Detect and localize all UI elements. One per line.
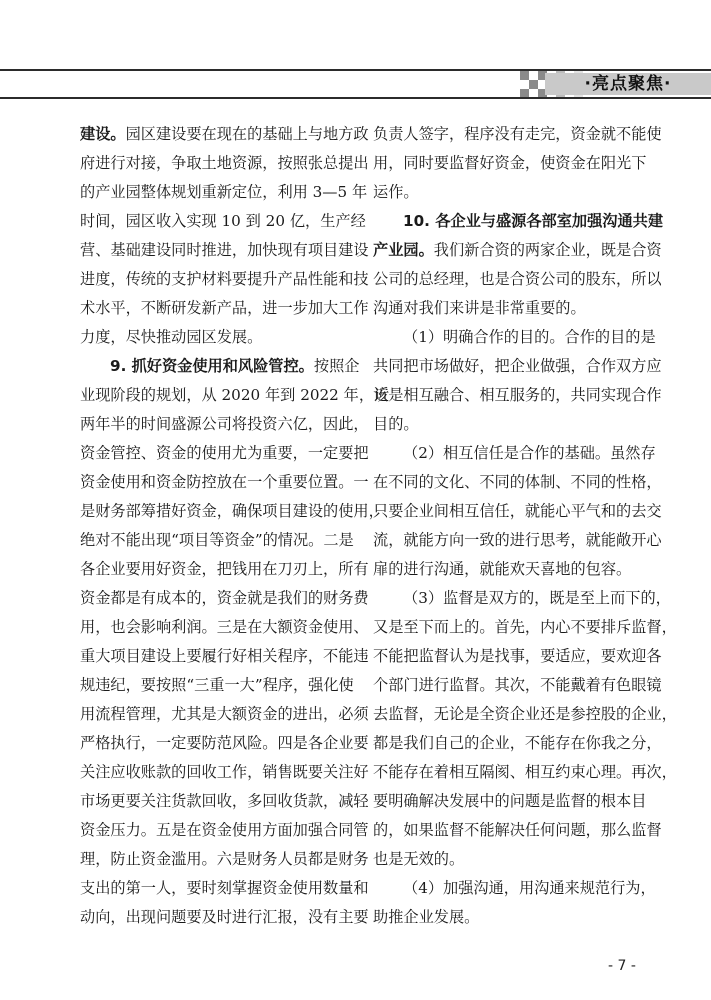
text-line bbox=[373, 120, 662, 149]
text-line bbox=[373, 265, 662, 294]
text-line bbox=[373, 526, 662, 555]
text-line bbox=[373, 236, 662, 265]
text-line bbox=[373, 903, 641, 932]
text-line bbox=[80, 613, 369, 642]
text-line bbox=[80, 642, 369, 671]
body-text: 我们新合资的两家企业，既是合资 bbox=[433, 241, 662, 259]
text-line bbox=[80, 178, 368, 207]
body-text: （1）明确合作的目的。合作的目的是 bbox=[403, 328, 656, 346]
body-text: 都是我们自己的企业，不能存在你我之分， bbox=[373, 734, 662, 752]
text-line bbox=[373, 149, 647, 178]
text-line bbox=[373, 874, 656, 903]
body-text: 是财务部筹措好资金，确保项目建设的使用， bbox=[80, 502, 384, 520]
body-text: 按照企 bbox=[313, 357, 360, 375]
text-line bbox=[80, 265, 369, 294]
body-text: 要明确解决发展中的问题是监督的根本目 bbox=[373, 792, 647, 810]
body-text: 用，也会影响利润。三是在大额资金使用、 bbox=[80, 618, 369, 636]
text-line bbox=[80, 323, 348, 352]
text-line bbox=[80, 497, 384, 526]
text-line bbox=[373, 381, 662, 410]
left-column bbox=[80, 120, 390, 932]
text-line bbox=[373, 642, 662, 671]
body-text: （3）监督是双方的，既是至上而下的， bbox=[403, 589, 671, 607]
body-text: 该是相互融合、相互服务的，共同实现合作 bbox=[373, 386, 662, 404]
text-line bbox=[80, 149, 369, 178]
section-label: ·亮点聚焦· bbox=[545, 73, 711, 95]
text-line bbox=[80, 526, 354, 555]
body-text: 又是至下而上的。首先，内心不要排斥监督， bbox=[373, 618, 677, 636]
text-line bbox=[80, 555, 369, 584]
text-line bbox=[80, 787, 369, 816]
body-text: 绝对不能出现“项目等资金”的情况。二是 bbox=[80, 531, 354, 549]
body-text: 支出的第一人，要时刻掌握资金使用数量和 bbox=[80, 879, 369, 897]
text-line bbox=[80, 294, 369, 323]
body-text: 营、基础建设同时推进，加快现有项目建设 bbox=[80, 241, 369, 259]
text-line bbox=[373, 207, 664, 236]
text-line bbox=[80, 816, 369, 845]
text-line bbox=[80, 903, 369, 932]
body-text: 市场更要关注货款回收，多回收货款，减轻 bbox=[80, 792, 369, 810]
text-line bbox=[373, 671, 662, 700]
text-line bbox=[373, 497, 662, 526]
body-text: 规违纪，要按照“三重一大”程序，强化使 bbox=[80, 676, 354, 694]
checker-square bbox=[520, 71, 529, 80]
body-text: 资金压力。五是在资金使用方面加强合同管 bbox=[80, 821, 369, 839]
text-line bbox=[373, 439, 656, 468]
section-header bbox=[0, 69, 711, 101]
text-line bbox=[80, 729, 369, 758]
body-text: 沟通对我们来讲是非常重要的。 bbox=[373, 299, 586, 317]
body-text: 运作。 bbox=[373, 183, 419, 201]
text-line bbox=[80, 439, 369, 468]
body-text: 动向，出现问题要及时进行汇报，没有主要 bbox=[80, 908, 369, 926]
text-line bbox=[373, 468, 662, 497]
body-text: 不能把监督认为是找事，要适应，要欢迎各 bbox=[373, 647, 662, 665]
body-text: 公司的总经理，也是合资公司的股东，所以 bbox=[373, 270, 662, 288]
body-text: 资金管控、资金的使用尤为重要，一定要把 bbox=[80, 444, 369, 462]
text-line bbox=[80, 584, 369, 613]
body-text: 流，就能方向一致的进行思考，就能敞开心 bbox=[373, 531, 662, 549]
text-line bbox=[373, 178, 641, 207]
body-text: 负责人签字，程序没有走完，资金就不能使 bbox=[373, 125, 662, 143]
body-text: 扉的进行沟通，就能欢天喜地的包容。 bbox=[373, 560, 632, 578]
body-text: 两年半的时间盛源公司将投资六亿，因此， bbox=[80, 415, 369, 433]
text-line bbox=[80, 700, 369, 729]
header-rule-top bbox=[0, 69, 711, 71]
body-text: 目的。 bbox=[373, 415, 419, 433]
body-text: 也是无效的。 bbox=[373, 850, 465, 868]
bold-heading-text: 9. 抓好资金使用和风险管控。 bbox=[110, 357, 314, 375]
body-text: 时间，园区收入实现 10 到 20 亿，生产经 bbox=[80, 212, 366, 230]
bold-heading-text: 建设。 bbox=[80, 125, 126, 143]
body-text: 关注应收账款的回收工作，销售既要关注好 bbox=[80, 763, 369, 781]
bold-heading-text: 产业园。 bbox=[373, 241, 434, 259]
body-text: 理，防止资金滥用。六是财务人员都是财务 bbox=[80, 850, 369, 868]
text-line bbox=[373, 729, 662, 758]
text-line bbox=[80, 120, 369, 149]
text-line bbox=[373, 613, 677, 642]
body-text: 的产业园整体规划重新定位，利用 3—5 年 bbox=[80, 183, 368, 201]
body-text: 严格执行，一定要防范风险。四是各企业要 bbox=[80, 734, 369, 752]
text-line bbox=[373, 845, 641, 874]
text-line bbox=[80, 236, 369, 265]
body-text: （2）相互信任是合作的基础。虽然存 bbox=[403, 444, 656, 462]
text-line bbox=[80, 410, 369, 439]
body-text: 只要企业间相互信任，就能心平气和的去交 bbox=[373, 502, 662, 520]
text-line bbox=[373, 758, 677, 787]
text-line bbox=[373, 352, 662, 381]
body-text: 用，同时要监督好资金，使资金在阳光下 bbox=[373, 154, 647, 172]
body-text: 去监督，无论是全资企业还是参控股的企业， bbox=[373, 705, 677, 723]
text-line bbox=[80, 874, 369, 903]
text-line bbox=[373, 294, 641, 323]
body-text: 园区建设要在现在的基础上与地方政 bbox=[125, 125, 369, 143]
body-text: 用流程管理，尤其是大额资金的进出，必须 bbox=[80, 705, 369, 723]
body-text: 术水平，不断研发新产品，进一步加大工作 bbox=[80, 299, 369, 317]
body-text: 重大项目建设上要履行好相关程序，不能违 bbox=[80, 647, 369, 665]
text-line bbox=[373, 816, 662, 845]
body-text: 个部门进行监督。其次，不能戴着有色眼镜 bbox=[373, 676, 662, 694]
body-text: 力度，尽快推动园区发展。 bbox=[80, 328, 263, 346]
body-text: 资金使用和资金防控放在一个重要位置。一 bbox=[80, 473, 369, 491]
body-text: （4）加强沟通，用沟通来规范行为， bbox=[403, 879, 656, 897]
text-line bbox=[80, 845, 369, 874]
body-text: 的，如果监督不能解决任何问题，那么监督 bbox=[373, 821, 662, 839]
bold-heading-text: 10. 各企业与盛源各部室加强沟通共建 bbox=[403, 212, 664, 230]
checker-square bbox=[529, 80, 538, 89]
body-text: 不能存在着相互隔阂、相互约束心理。再次， bbox=[373, 763, 677, 781]
body-text: 进度，传统的支护材料要提升产品性能和技 bbox=[80, 270, 369, 288]
body-text: 业现阶段的规划，从 2020 年到 2022 年，近 bbox=[80, 386, 390, 404]
text-line bbox=[80, 758, 369, 787]
right-column bbox=[373, 120, 677, 932]
header-rule-bottom bbox=[0, 97, 711, 99]
text-line bbox=[80, 468, 369, 497]
text-line bbox=[80, 671, 354, 700]
body-text: 府进行对接，争取土地资源，按照张总提出 bbox=[80, 154, 369, 172]
text-line bbox=[373, 584, 671, 613]
body-text: 资金都是有成本的，资金就是我们的财务费 bbox=[80, 589, 369, 607]
page-number: - 7 - bbox=[608, 958, 636, 974]
body-text: 共同把市场做好，把企业做强，合作双方应 bbox=[373, 357, 662, 375]
text-line bbox=[373, 700, 677, 729]
text-line bbox=[80, 352, 360, 381]
text-line bbox=[80, 207, 366, 236]
text-line bbox=[373, 787, 647, 816]
text-line bbox=[373, 323, 656, 352]
text-line bbox=[80, 381, 390, 410]
body-text: 各企业要用好资金，把钱用在刀刃上，所有 bbox=[80, 560, 369, 578]
body-text: 在不同的文化、不同的体制、不同的性格， bbox=[373, 473, 662, 491]
body-text: 助推企业发展。 bbox=[373, 908, 480, 926]
text-line bbox=[373, 410, 641, 439]
text-line bbox=[373, 555, 641, 584]
